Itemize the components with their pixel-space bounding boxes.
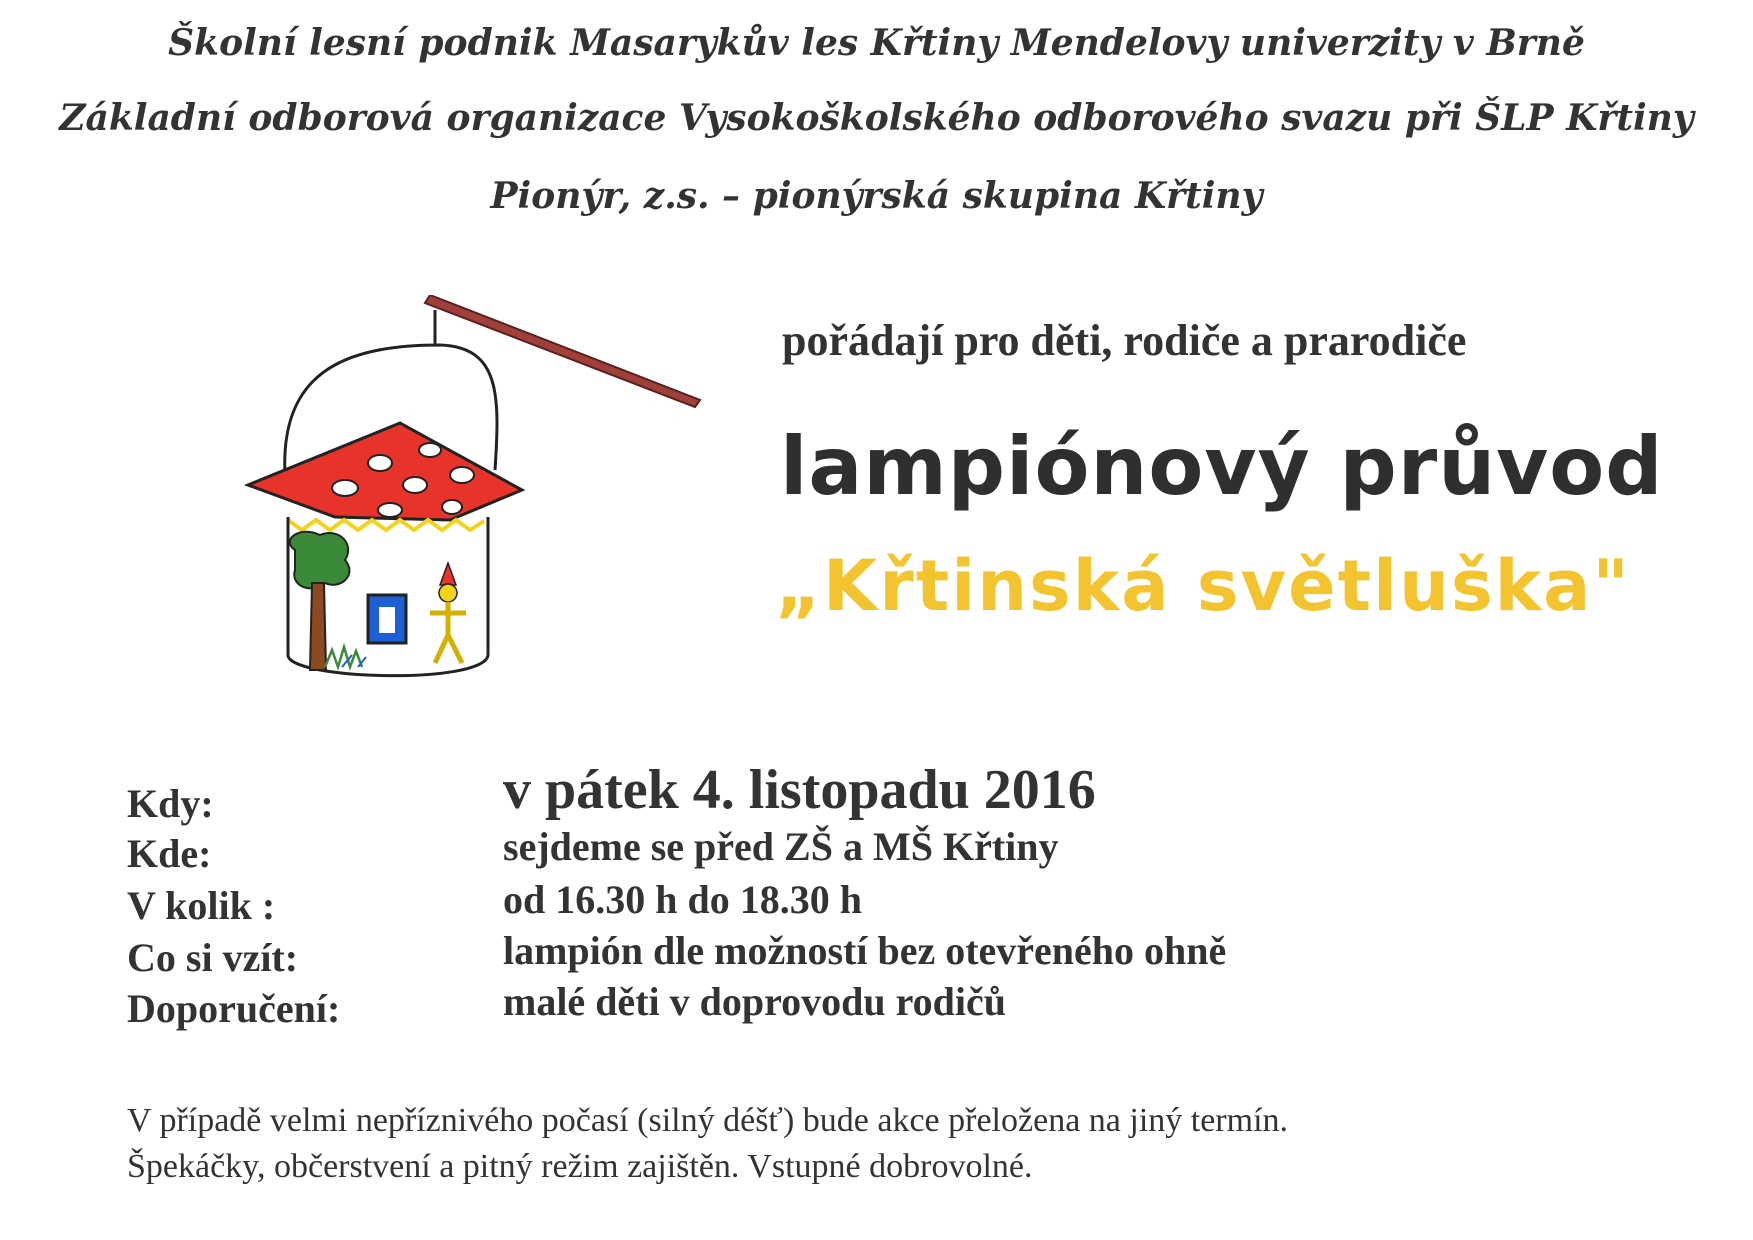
value-recommendation: malé děti v doprovodu rodičů [503, 979, 1007, 1024]
intro-text: pořádají pro děti, rodiče a prarodiče [782, 316, 1467, 365]
label-when: Kdy: [127, 781, 214, 826]
value-when: v pátek 4. listopadu 2016 [503, 759, 1096, 821]
label-what-to-bring: Co si vzít: [127, 935, 299, 980]
organizer-line-2: Základní odborová organizace Vysokoškolského odborového svazu při ŠLP Křtiny [59, 97, 1694, 139]
lantern-drawing [240, 295, 710, 695]
value-what-to-bring: lampión dle možností bez otevřeného ohně [503, 928, 1227, 973]
note-refreshments: Špekáčky, občerstvení a pitný režim zajištěn. Vstupné dobrovolné. [127, 1148, 1033, 1185]
event-subtitle: „Křtinská světluška" [775, 545, 1631, 627]
organizer-line-3: Pionýr, z.s. – pionýrská skupina Křtiny [490, 175, 1263, 217]
event-title: lampiónový průvod [780, 420, 1664, 513]
note-weather: V případě velmi nepříznivého počasí (silný déšť) bude akce přeložena na jiný termín. [127, 1102, 1289, 1139]
organizer-line-1: Školní lesní podnik Masarykův les Křtiny Mendelovy univerzity v Brně [168, 22, 1585, 64]
label-time: V kolik : [127, 883, 276, 928]
value-time: od 16.30 h do 18.30 h [503, 877, 862, 922]
label-where: Kde: [127, 831, 212, 876]
value-where: sejdeme se před ZŠ a MŠ Křtiny [503, 824, 1059, 869]
label-recommendation: Doporučení: [127, 986, 341, 1031]
